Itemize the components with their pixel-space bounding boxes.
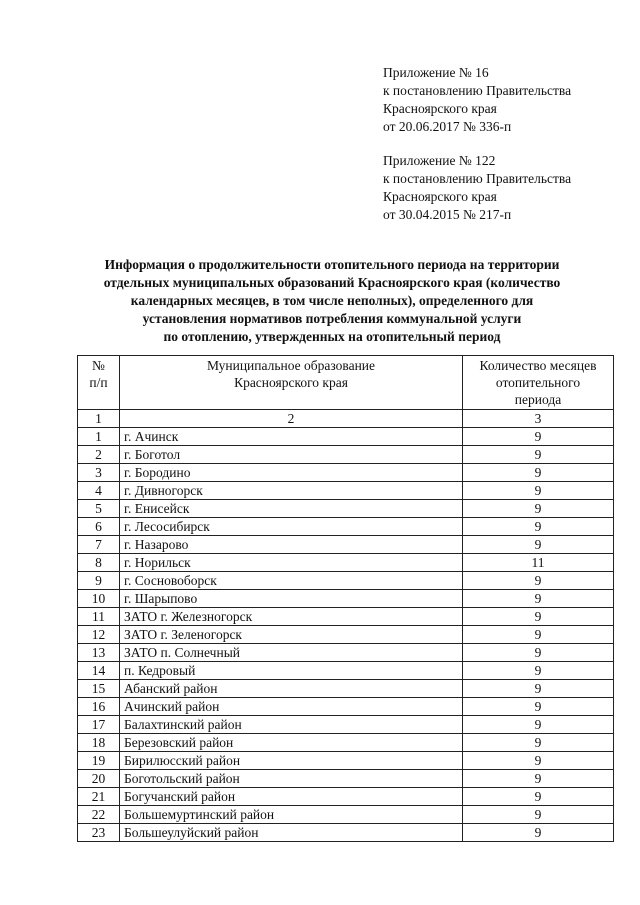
header-months [463, 356, 614, 410]
municipality-name: Большемуртинский район [120, 806, 463, 824]
municipality-name: п. Кедровый [120, 662, 463, 680]
table-row [78, 626, 614, 644]
header-line: № [92, 358, 105, 373]
heating-months: 9 [463, 428, 614, 446]
row-number: 15 [78, 680, 120, 698]
table-row [78, 554, 614, 572]
municipality-name: г. Норильск [120, 554, 463, 572]
heating-months: 9 [463, 680, 614, 698]
table-row [78, 734, 614, 752]
heating-months: 9 [463, 608, 614, 626]
table-row [78, 428, 614, 446]
row-number: 13 [78, 644, 120, 662]
heating-months: 9 [463, 734, 614, 752]
municipality-name: Боготольский район [120, 770, 463, 788]
annex-line: Красноярского края [383, 189, 497, 204]
heating-months: 9 [463, 698, 614, 716]
header-number [78, 356, 120, 410]
row-number: 18 [78, 734, 120, 752]
heating-months: 9 [463, 662, 614, 680]
annex-line: к постановлению Правительства [383, 171, 572, 186]
municipality-name: Березовский район [120, 734, 463, 752]
title-line: установления нормативов потребления коммунальной услуги [142, 311, 522, 326]
table-row [78, 662, 614, 680]
heating-months: 9 [463, 590, 614, 608]
table-row [78, 824, 614, 842]
table-row [78, 788, 614, 806]
municipality-name: Балахтинский район [120, 716, 463, 734]
heating-months: 9 [463, 626, 614, 644]
heating-months: 11 [463, 554, 614, 572]
row-number: 10 [78, 590, 120, 608]
annex-block-122 [383, 152, 623, 224]
row-number: 16 [78, 698, 120, 716]
municipality-name: Большеулуйский район [120, 824, 463, 842]
municipality-name: г. Лесосибирск [120, 518, 463, 536]
municipality-name: г. Бородино [120, 464, 463, 482]
municipality-name: Абанский район [120, 680, 463, 698]
heating-months: 9 [463, 752, 614, 770]
municipality-name: ЗАТО г. Железногорск [120, 608, 463, 626]
heating-months: 9 [463, 536, 614, 554]
table-row [78, 698, 614, 716]
row-number: 9 [78, 572, 120, 590]
heating-months: 9 [463, 464, 614, 482]
table-body [78, 428, 614, 842]
row-number: 1 [78, 428, 120, 446]
heating-months: 9 [463, 788, 614, 806]
title-line: отдельных муниципальных образований Красноярского края (количество [103, 275, 561, 290]
annex-block-16 [383, 64, 623, 136]
heating-months: 9 [463, 806, 614, 824]
row-number: 22 [78, 806, 120, 824]
header-line: отопительного [495, 375, 581, 390]
row-number: 14 [78, 662, 120, 680]
title-line: по отоплению, утвержденных на отопительный период [163, 329, 501, 344]
heating-months: 9 [463, 644, 614, 662]
heating-months: 9 [463, 824, 614, 842]
row-number: 2 [78, 446, 120, 464]
municipality-name: Бирилюсский район [120, 752, 463, 770]
table-row [78, 446, 614, 464]
annex-line: Приложение № 122 [383, 153, 496, 168]
row-number: 7 [78, 536, 120, 554]
table-row [78, 770, 614, 788]
municipality-name: ЗАТО г. Зеленогорск [120, 626, 463, 644]
heating-months: 9 [463, 716, 614, 734]
column-number: 2 [120, 410, 463, 428]
column-number: 3 [463, 410, 614, 428]
municipality-name: ЗАТО п. Солнечный [120, 644, 463, 662]
heating-period-table [77, 355, 614, 842]
row-number: 19 [78, 752, 120, 770]
heating-months: 9 [463, 482, 614, 500]
table-row [78, 752, 614, 770]
annex-line: Приложение № 16 [383, 65, 489, 80]
annex-line: от 20.06.2017 № 336-п [383, 119, 512, 134]
table-row [78, 716, 614, 734]
row-number: 23 [78, 824, 120, 842]
header-line: Муниципальное образование [206, 358, 376, 373]
heating-months: 9 [463, 518, 614, 536]
table-row [78, 608, 614, 626]
header-line: периода [514, 392, 562, 407]
column-number-row [78, 410, 614, 428]
row-number: 12 [78, 626, 120, 644]
annex-line: от 30.04.2015 № 217-п [383, 207, 512, 222]
table-row [78, 518, 614, 536]
table-row [78, 464, 614, 482]
table-row [78, 806, 614, 824]
row-number: 5 [78, 500, 120, 518]
table-row [78, 536, 614, 554]
row-number: 4 [78, 482, 120, 500]
header-line: Красноярского края [234, 375, 348, 390]
municipality-name: Ачинский район [120, 698, 463, 716]
column-number: 1 [78, 410, 120, 428]
municipality-name: г. Дивногорск [120, 482, 463, 500]
title-line: календарных месяцев, в том числе неполных), определенного для [130, 293, 534, 308]
document-title [70, 256, 594, 346]
table-row [78, 644, 614, 662]
municipality-name: г. Ачинск [120, 428, 463, 446]
header-municipality [120, 356, 463, 410]
annex-line: к постановлению Правительства [383, 83, 572, 98]
heating-months: 9 [463, 500, 614, 518]
title-line: Информация о продолжительности отопительного периода на территории [104, 257, 560, 272]
row-number: 6 [78, 518, 120, 536]
municipality-name: г. Сосновоборск [120, 572, 463, 590]
heating-months: 9 [463, 572, 614, 590]
municipality-name: г. Боготол [120, 446, 463, 464]
header-line: п/п [89, 375, 108, 390]
table-row [78, 590, 614, 608]
table-row [78, 482, 614, 500]
table-row [78, 572, 614, 590]
row-number: 21 [78, 788, 120, 806]
header-line: Количество месяцев [479, 358, 597, 373]
row-number: 3 [78, 464, 120, 482]
row-number: 17 [78, 716, 120, 734]
table-row [78, 500, 614, 518]
municipality-name: г. Шарыпово [120, 590, 463, 608]
municipality-name: г. Енисейск [120, 500, 463, 518]
row-number: 20 [78, 770, 120, 788]
table-header-row [78, 356, 614, 410]
heating-months: 9 [463, 770, 614, 788]
municipality-name: г. Назарово [120, 536, 463, 554]
row-number: 8 [78, 554, 120, 572]
heating-months: 9 [463, 446, 614, 464]
municipality-name: Богучанский район [120, 788, 463, 806]
table-row [78, 680, 614, 698]
annex-line: Красноярского края [383, 101, 497, 116]
row-number: 11 [78, 608, 120, 626]
